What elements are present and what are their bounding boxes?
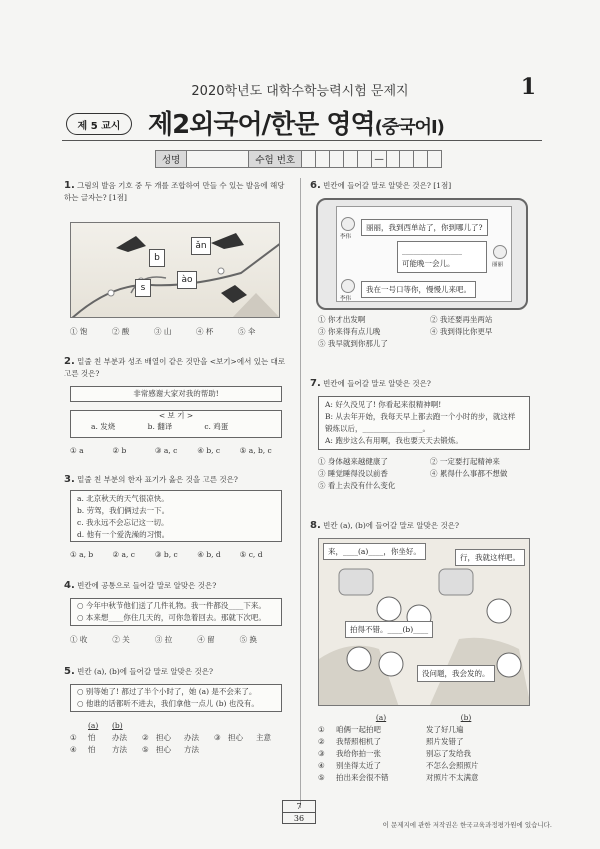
dialogue-line: A: 跑步这么有用啊，我也要天天去锻炼。 (325, 436, 463, 445)
option-b: 照片发错了 (426, 737, 464, 746)
title-divider (62, 140, 542, 141)
q2-sentence-box: 非常感谢大家对我的帮助! (70, 386, 282, 402)
question-text: 그림의 발음 기호 중 두 개를 조합하여 만들 수 있는 발음에 해당하는 글자는? [1점] (64, 181, 285, 202)
question-number: 8. (310, 520, 321, 531)
option[interactable]: ③ a, c (154, 446, 178, 455)
option[interactable] (142, 732, 214, 744)
sentence-line: c. 我永远不会忘记这一切。 (77, 518, 169, 527)
question-6 (310, 180, 536, 192)
chat-bubble: 丽丽，我到西单站了，你到哪儿了? (361, 219, 488, 236)
q1-illustration (70, 222, 280, 318)
q4-sentences-box (70, 598, 282, 626)
exam-number-cell[interactable] (316, 150, 330, 168)
bogi-item: a. 发烧 (91, 422, 116, 431)
option[interactable]: ④ b, d (197, 550, 221, 559)
option-b: 办法 (112, 733, 127, 742)
sentence-line: d. 他有一个爱洗澡的习惯。 (77, 530, 170, 539)
question-2 (64, 356, 290, 380)
option[interactable]: ④ 累得什么事都不想做 (430, 469, 508, 478)
option[interactable]: ② 酸 (112, 327, 130, 336)
q3-options (70, 550, 282, 559)
question-text: 빈칸 (a), (b)에 들어갈 말로 알맞은 것은? (77, 667, 214, 676)
option-marker: ④ (70, 745, 77, 754)
option-a: 咱俩一起拍吧 (336, 725, 381, 734)
question-number: 6. (310, 180, 321, 191)
option-b: 别忘了发给我 (426, 749, 471, 758)
speech-bubble: 行，我就这样吧。 (455, 549, 525, 566)
option[interactable]: ① 你才出发啊 (318, 315, 366, 324)
sentence-line: a. 北京秋天的天气很凉快。 (77, 494, 169, 503)
option[interactable]: ③ 山 (154, 327, 172, 336)
col-header: (b) (460, 713, 472, 722)
phonetic-tag-an: ǎn (191, 237, 211, 255)
option[interactable] (318, 724, 530, 736)
question-5 (64, 666, 290, 678)
col-header: (b) (112, 721, 123, 730)
option-b: 发了好几遍 (426, 725, 464, 734)
name-field[interactable] (187, 150, 249, 168)
option[interactable]: ⑤ 看上去没有什么变化 (318, 481, 396, 490)
bogi-item: b. 翻译 (147, 422, 173, 431)
option[interactable]: ② 我还要再坐两站 (430, 315, 493, 324)
option[interactable] (318, 748, 530, 760)
option-marker: ③ (214, 733, 221, 742)
phonetic-tag-ao: ào (177, 271, 197, 289)
name-label: 성명 (155, 150, 187, 168)
option-marker: ⑤ (142, 745, 149, 754)
option[interactable]: ① a (70, 446, 84, 455)
exam-number-cell[interactable] (386, 150, 400, 168)
subject-sub: (중국어Ⅰ) (374, 117, 444, 138)
question-number: 4. (64, 580, 75, 591)
option[interactable]: ③ 拉 (154, 635, 173, 644)
option[interactable]: ① 饱 (70, 327, 88, 336)
subject-main: 제2외국어/한문 영역 (148, 110, 375, 140)
option[interactable] (318, 736, 530, 748)
option-b: 方法 (184, 745, 199, 754)
page-number: 1 (520, 74, 536, 100)
option[interactable]: ⑤ 换 (239, 635, 258, 644)
option-b: 不怎么会照照片 (426, 761, 479, 770)
option-marker: ④ (318, 761, 325, 770)
option[interactable]: ③ 睡觉睡得没以前香 (318, 469, 388, 478)
option-a: 我帮照相机了 (336, 737, 381, 746)
exam-number-label: 수험 번호 (249, 150, 302, 168)
q5-options (70, 720, 282, 756)
blank-line: ________________ (402, 246, 462, 255)
exam-number-cell[interactable] (428, 150, 442, 168)
speech-bubble: 拍得不错。____(b)____ (345, 621, 433, 638)
option[interactable]: ④ b, c (197, 446, 221, 455)
option-a: 担心 (156, 733, 171, 742)
option-marker: ② (142, 733, 149, 742)
phonetic-tag-b: b (149, 249, 165, 267)
question-text: 밑줄 친 부분과 성조 배열이 같은 것만을 <보기>에서 있는 대로 고른 것은? (64, 357, 286, 378)
question-number: 5. (64, 666, 75, 677)
question-text: 빈칸에 들어갈 말로 알맞은 것은? [1점] (323, 181, 452, 190)
subject-title (148, 104, 444, 141)
column-divider (300, 178, 301, 808)
option-a: 怕 (88, 733, 96, 742)
q4-options (70, 634, 282, 645)
q1-options (70, 326, 280, 337)
phone-screen (336, 206, 512, 302)
option[interactable]: ④ 留 (197, 635, 215, 644)
option-marker: ③ (318, 749, 325, 758)
option-b: 主意 (256, 733, 271, 742)
page-counter (282, 800, 316, 824)
option-marker: ② (318, 737, 325, 746)
question-text: 빈칸 (a), (b)에 들어갈 말로 알맞은 것은? (323, 521, 460, 530)
question-7 (310, 378, 536, 390)
session-badge: 제 5 교시 (66, 113, 132, 135)
magpie-branch-illustration (71, 223, 280, 318)
option-a: 担心 (228, 733, 243, 742)
chat-bubble: 我在一号口等你，慢慢儿来吧。 (361, 281, 476, 298)
question-4 (64, 580, 290, 592)
avatar (341, 217, 355, 231)
question-number: 1. (64, 180, 75, 191)
copyright-notice: 이 문제지에 관한 저작권은 한국교육과정평가원에 있습니다. (382, 821, 552, 829)
option[interactable]: ③ b, c (154, 550, 178, 559)
sender-name-left: 李伟 (340, 234, 352, 240)
question-1 (64, 180, 290, 204)
option-a: 担心 (156, 745, 171, 754)
exam-number-cell[interactable] (344, 150, 358, 168)
exam-number-cell[interactable] (358, 150, 372, 168)
bogi-item: c. 鸡蛋 (204, 422, 229, 431)
q5-sentences-box (70, 684, 282, 712)
option-b: 方法 (112, 745, 127, 754)
question-3 (64, 474, 290, 486)
option-a: 我给你拍一张 (336, 749, 381, 758)
dialogue-line: B: 从去年开始，我每天早上都去跑一个小时的步，就这样 (325, 412, 516, 421)
avatar (341, 279, 355, 293)
question-text: 빈칸에 들어갈 말로 알맞은 것은? (323, 379, 431, 388)
exam-title: 2020학년도 대학수학능력시험 문제지 (191, 84, 409, 99)
name-number-box (155, 150, 442, 168)
total-pages: 36 (293, 814, 305, 823)
option[interactable]: ⑤ 伞 (238, 327, 256, 336)
q2-bogi-box (70, 410, 282, 438)
option-a: 拍出来会很不错 (336, 773, 389, 782)
exam-number-cell[interactable] (400, 150, 414, 168)
option[interactable] (70, 732, 142, 744)
current-page: 7 (283, 801, 315, 813)
option[interactable] (318, 760, 530, 772)
dialogue-line: A: 好久没见了! 你看起来很精神啊! (325, 400, 442, 409)
option[interactable] (318, 772, 530, 784)
option-marker: ⑤ (318, 773, 325, 782)
sender-name-right: 丽丽 (492, 262, 504, 268)
col-header: (a) (375, 713, 387, 722)
option[interactable]: ② a, c (112, 550, 135, 559)
phonetic-tag-s: s (135, 279, 151, 297)
speech-bubble: 来，____(a)____，你坐好。 (323, 543, 426, 560)
option[interactable]: ② b (112, 446, 127, 455)
speech-bubble: 没问题，我会发的。 (417, 665, 495, 682)
exam-number-dash: — (372, 150, 386, 168)
chat-bubble-reply (397, 241, 487, 273)
sentence-line: b. 劳驾，我们俩过去一下。 (77, 506, 170, 515)
exam-number-cell[interactable] (302, 150, 316, 168)
option[interactable]: ② 关 (112, 635, 130, 644)
option-marker: ① (70, 733, 77, 742)
option[interactable]: ⑤ c, d (239, 550, 263, 559)
exam-number-cell[interactable] (330, 150, 344, 168)
question-8 (310, 520, 536, 532)
option[interactable]: ① a, b (70, 550, 94, 559)
exam-number-cell[interactable] (414, 150, 428, 168)
q8-options (318, 712, 530, 784)
option-a: 怕 (88, 745, 96, 754)
option[interactable]: ① 收 (70, 635, 88, 644)
q2-options (70, 446, 282, 455)
chat-text: 可能晚一会儿。 (402, 259, 455, 268)
q6-options (318, 314, 530, 350)
option[interactable] (70, 744, 142, 756)
question-number: 2. (64, 356, 75, 367)
option[interactable]: ④ 我到得比你更早 (430, 327, 493, 336)
phone-illustration (316, 198, 528, 310)
option[interactable]: ⑤ 我早就到你那儿了 (318, 339, 388, 348)
sentence-line: ○ 他谁的话都听不进去，我们拿他一点儿 (b) 也没有。 (77, 699, 259, 708)
sentence-line: ○ 别等她了! 都过了半个小时了，她 (a) 是不会来了。 (77, 687, 257, 696)
question-text: 빈칸에 공통으로 들어갈 말로 알맞은 것은? (77, 581, 217, 590)
avatar (493, 245, 507, 259)
question-number: 7. (310, 378, 321, 389)
option[interactable] (142, 744, 214, 756)
option[interactable] (214, 732, 282, 744)
option[interactable]: ② 一定要打起精神来 (430, 457, 500, 466)
question-number: 3. (64, 474, 75, 485)
option[interactable]: ④ 杯 (196, 327, 214, 336)
q7-dialogue-box (318, 396, 530, 450)
question-text: 밑줄 친 부분의 한자 표기가 옳은 것을 고른 것은? (77, 475, 238, 484)
q3-sentences-box (70, 490, 282, 542)
option[interactable]: ① 身体越来越健康了 (318, 457, 388, 466)
option-a: 别坐得太近了 (336, 761, 381, 770)
col-header: (a) (88, 721, 99, 730)
option-marker: ① (318, 725, 325, 734)
q8-cartoon (318, 538, 530, 706)
sentence-line: ○ 本来想____你住几天的，可你急着回去。那就下次吧。 (77, 613, 266, 622)
sentence-line: ○ 今年中秋节他们送了几件礼物。我一件都没____下来。 (77, 601, 266, 610)
q7-options (318, 456, 530, 492)
sender-name-left: 李伟 (340, 296, 352, 302)
option-b: 办法 (184, 733, 199, 742)
option[interactable]: ⑤ a, b, c (239, 446, 272, 455)
bogi-label: < 보 기 > (158, 411, 194, 420)
option[interactable]: ③ 你来得有点儿晚 (318, 327, 381, 336)
option-b: 对照片不太满意 (426, 773, 479, 782)
dialogue-line: 锻炼以后，________________。 (325, 424, 430, 433)
